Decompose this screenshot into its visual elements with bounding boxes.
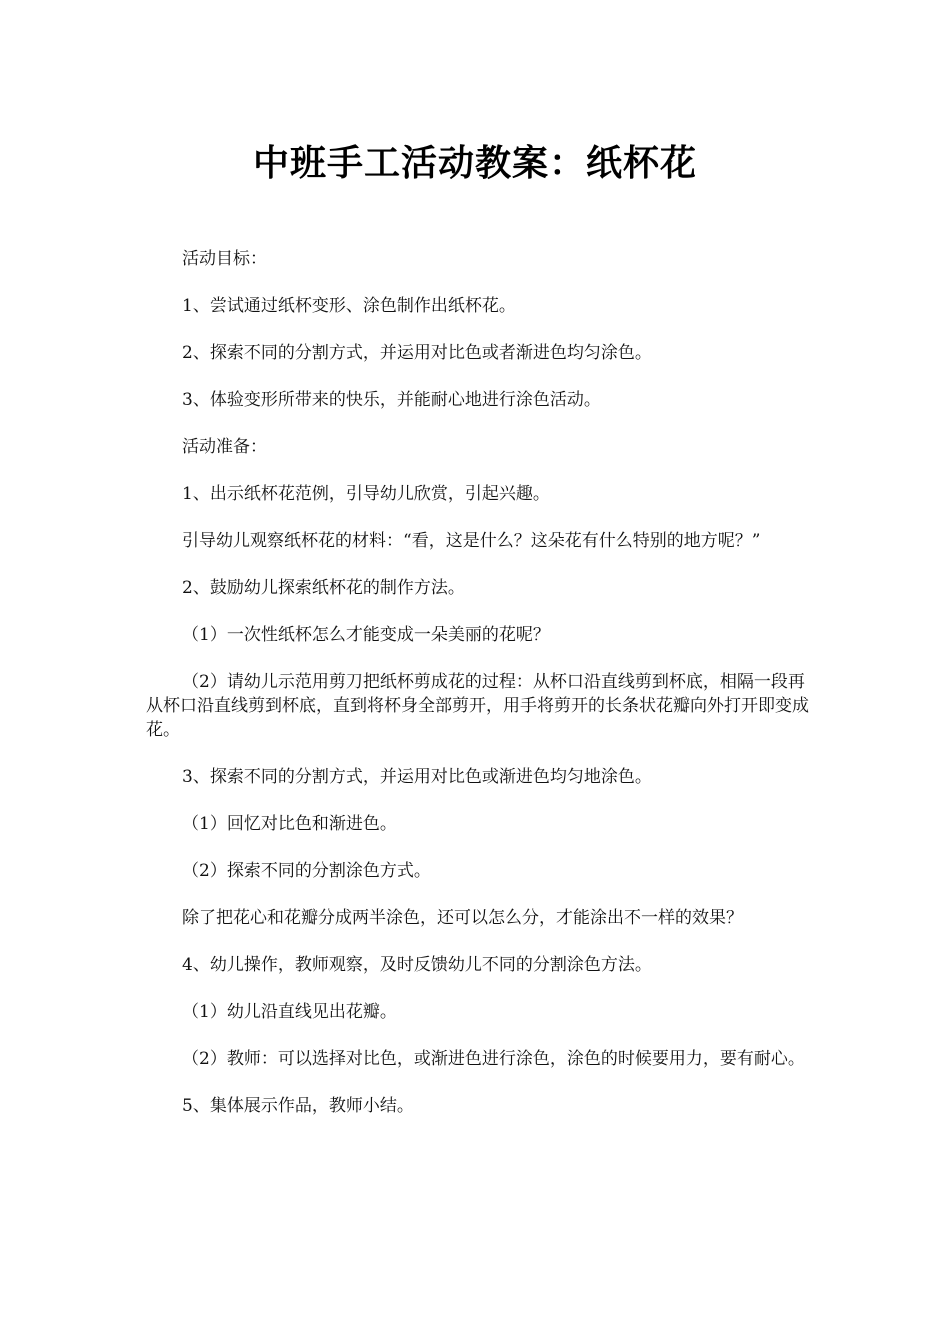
- paragraph: 2、鼓励幼儿探索纸杯花的制作方法。: [182, 578, 465, 598]
- document-body: [146, 247, 812, 1141]
- paragraph: 5、集体展示作品，教师小结。: [182, 1096, 414, 1116]
- paragraph: 2、探索不同的分割方式，并运用对比色或者渐进色均匀涂色。: [182, 343, 652, 363]
- paragraph: 1、尝试通过纸杯变形、涂色制作出纸杯花。: [182, 296, 516, 316]
- paragraph: 3、体验变形所带来的快乐，并能耐心地进行涂色活动。: [182, 390, 601, 410]
- paragraph: （2）请幼儿示范用剪刀把纸杯剪成花的过程：从杯口沿直线剪到杯底，相隔一段再从杯口沿直线剪到杯底，直到将杯身全部剪开，用手将剪开的长条状花瓣向外打开即变成花。: [146, 672, 809, 740]
- paragraph: （1）一次性纸杯怎么才能变成一朵美丽的花呢？: [182, 625, 550, 645]
- paragraph: （1）回忆对比色和渐进色。: [182, 814, 397, 834]
- paragraph: 3、探索不同的分割方式，并运用对比色或渐进色均匀地涂色。: [182, 767, 652, 787]
- paragraph: （2）教师：可以选择对比色，或渐进色进行涂色，涂色的时候要用力，要有耐心。: [182, 1049, 805, 1069]
- paragraph: 除了把花心和花瓣分成两半涂色，还可以怎么分，才能涂出不一样的效果？: [182, 908, 743, 928]
- paragraph: 活动目标：: [182, 249, 267, 269]
- paragraph: 活动准备：: [182, 437, 267, 457]
- paragraph: 1、出示纸杯花范例，引导幼儿欣赏，引起兴趣。: [182, 484, 550, 504]
- paragraph: 引导幼儿观察纸杯花的材料：“看，这是什么？这朵花有什么特别的地方呢？”: [182, 531, 761, 551]
- paragraph: 4、幼儿操作，教师观察，及时反馈幼儿不同的分割涂色方法。: [182, 955, 652, 975]
- paragraph: （1）幼儿沿直线见出花瓣。: [182, 1002, 397, 1022]
- document-title: 中班手工活动教案：纸杯花: [252, 143, 697, 184]
- paragraph: （2）探索不同的分割涂色方式。: [182, 861, 431, 881]
